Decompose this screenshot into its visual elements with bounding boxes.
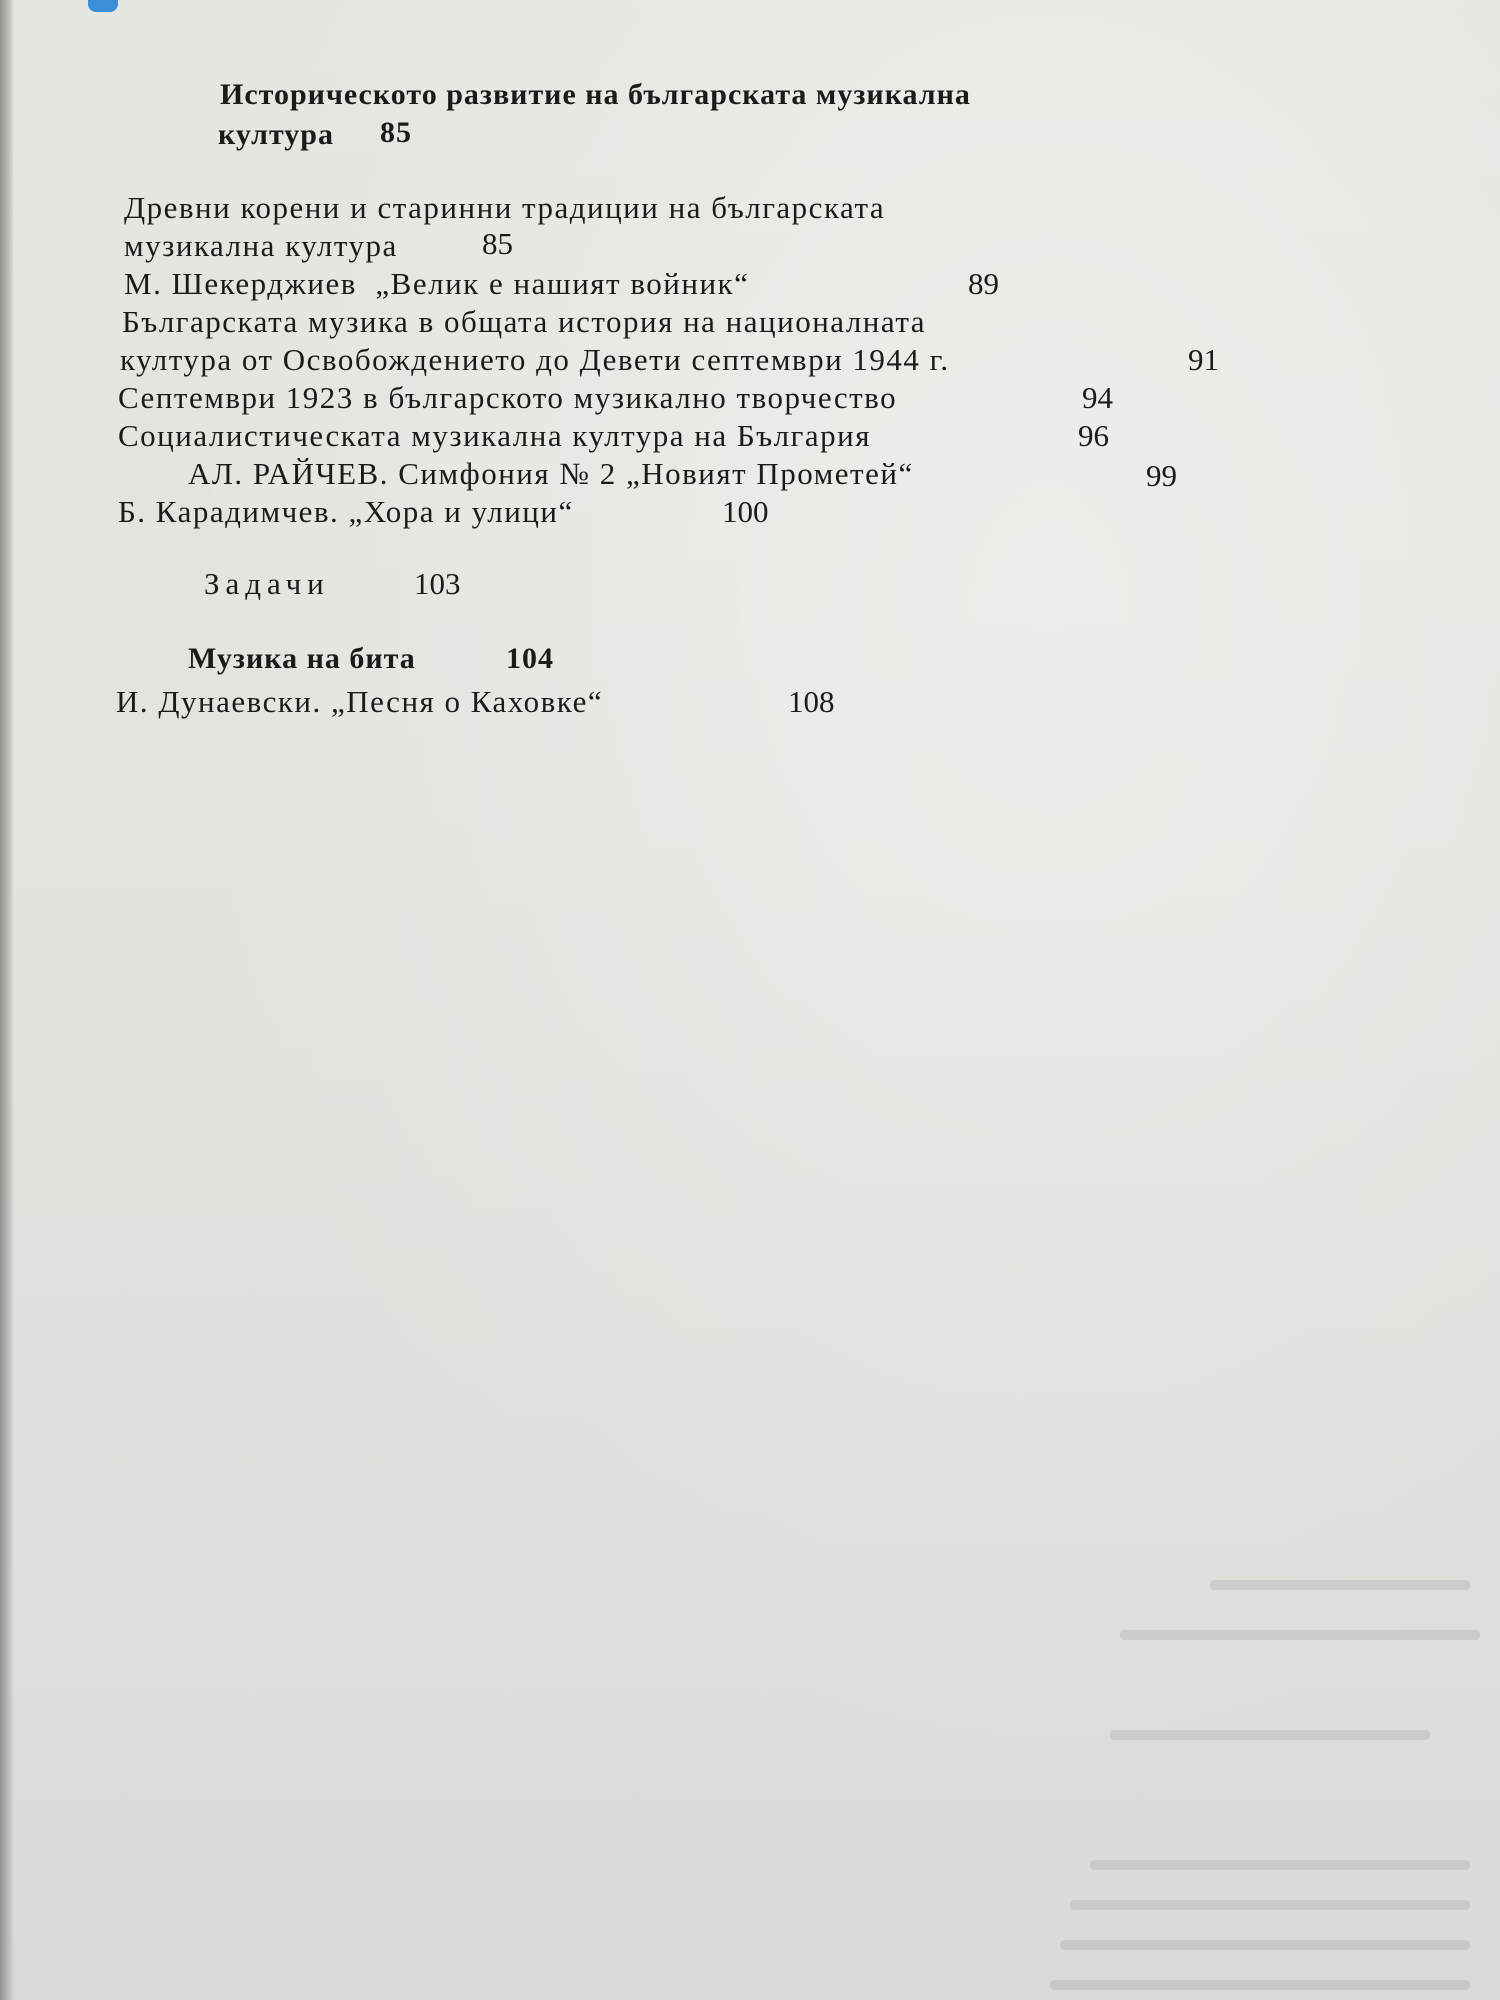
toc-entry-page: 85 [482, 226, 513, 261]
toc-entry-line2: култура от Освобождението до Девети септември 1944 г. [120, 342, 950, 377]
toc-entry-page: 89 [968, 266, 999, 301]
toc-entry-line1: Древни корени и старинни традиции на българската [124, 190, 886, 225]
section-heading-line2: култура [218, 118, 334, 151]
page-binding-edge [0, 0, 14, 2000]
section-heading-page: 104 [506, 642, 554, 675]
toc-entry-line1: Септември 1923 в българското музикално творчество [118, 380, 898, 415]
toc-entry-line1: И. Дунаевски. „Песня о Каховке“ [116, 684, 604, 719]
section-heading-page: 85 [380, 116, 412, 149]
toc-entry-line1: Българската музика в общата история на националната [122, 304, 927, 339]
toc-entry-page: 96 [1078, 418, 1109, 453]
toc-entry-line1: АЛ. РАЙЧЕВ. Симфония № 2 „Новият Прометей“ [188, 456, 914, 491]
toc-entry-line1: Социалистическата музикална култура на България [118, 418, 871, 453]
tasks-page: 103 [414, 566, 461, 601]
toc-entry-page: 108 [788, 684, 835, 719]
show-through-text [1090, 1560, 1500, 2000]
blue-corner-mark [88, 0, 118, 12]
tasks-label: Задачи [204, 566, 330, 601]
toc-entry-line2: музикална култура [124, 228, 398, 263]
toc-entry-line1: Б. Карадимчев. „Хора и улици“ [118, 494, 574, 529]
toc-entry-page: 94 [1082, 380, 1113, 415]
toc-entry-page: 99 [1146, 458, 1177, 493]
toc-entry-page: 91 [1188, 342, 1219, 377]
section-heading-line1: Историческото развитие на българската музикална [220, 78, 971, 111]
section-heading-line1: Музика на бита [188, 642, 416, 675]
toc-entry-page: 100 [722, 494, 769, 529]
toc-entry-line1: М. Шекерджиев „Велик е нашият войник“ [124, 266, 750, 301]
